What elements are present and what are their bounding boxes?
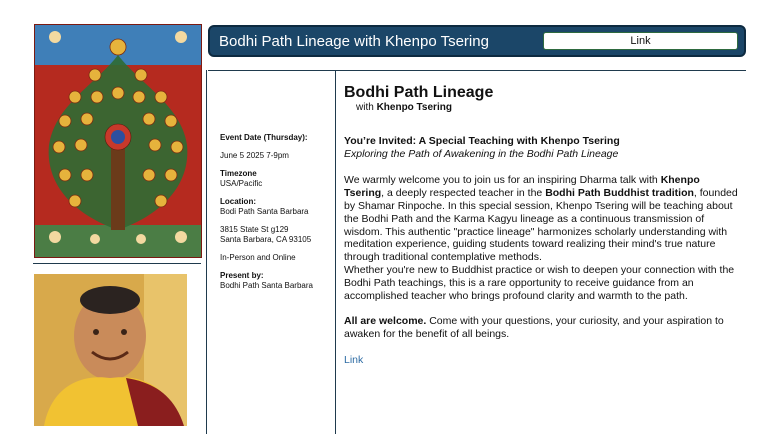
panel-column-divider [335,70,336,434]
welcome-text: Come with your questions, your curiosity, and your aspiration to awaken for the benefit of all beings. [344,315,724,341]
event-date-value: June 5 2025 7-9pm [220,151,289,160]
location-name: Bodi Path Santa Barbara [220,207,309,216]
teacher-portrait [34,274,187,426]
teacher-portrait-illustration [34,274,187,426]
event-link[interactable]: Link [344,353,364,366]
timezone-value: USA/Pacific [220,179,263,188]
teacher-name: Khenpo Tsering [376,102,452,113]
event-date-label: Event Date (Thursday): [220,133,308,142]
event-format: In-Person and Online [220,253,296,262]
lineage-tree-image [34,24,202,258]
event-header-title: Bodhi Path Lineage with Khenpo Tsering [219,33,489,50]
with-prefix: with [356,102,377,113]
invite-subheading: Exploring the Path of Awakening in the Bodhi Path Lineage [344,147,619,160]
presenter-label: Present by: [220,271,264,280]
description-paragraph-1 [344,174,739,264]
panel-top-border [208,70,746,71]
teacher-subtitle [356,102,739,115]
invite-heading: You’re Invited: A Special Teaching with Khenpo Tsering [344,134,620,147]
panel-left-border [206,70,207,434]
p1-text-c: , a deeply respected teacher in the [381,187,546,200]
welcome-paragraph [344,315,739,341]
event-description [344,84,739,367]
location-label: Location: [220,197,256,206]
p1-tradition-name: Bodhi Path Buddhist tradition [545,187,694,200]
address-line-1: 3815 State St g129 [220,225,289,234]
p1-text-e: , founded by Shamar Rinpoche. In this special session, Khenpo Tsering will be teaching about the Bodhi Path and the Karma Kagyu lineage as a continuous transmission of wisdom. This authentic "practice lineage" harmonizes scholarly understanding with meditation experience, guiding students toward realizing their mind's true nature through traditional contemplative methods. [344,187,738,264]
event-header-bar [208,25,746,57]
p1-text-a: We warmly welcome you to join us for an inspiring Dharma talk with [344,174,661,187]
event-details [220,133,332,291]
image-divider [33,263,201,264]
timezone-label: Timezone [220,169,257,178]
description-paragraph-2: Whether you're new to Buddhist practice or wish to deepen your connection with the Bodhi Path teachings, this is a rare opportunity to receive guidance from an accomplished teacher who brings profound clarity and warmth to the path. [344,263,735,302]
p1-teacher-name: Khenpo Tsering [344,174,700,200]
presenter-value: Bodhi Path Santa Barbara [220,281,313,290]
lineage-tree-illustration [35,25,201,257]
page-title: Bodhi Path Lineage [344,84,494,101]
header-link-button[interactable]: Link [543,32,738,50]
address-line-2: Santa Barbara, CA 93105 [220,235,312,244]
welcome-bold: All are welcome. [344,315,427,328]
